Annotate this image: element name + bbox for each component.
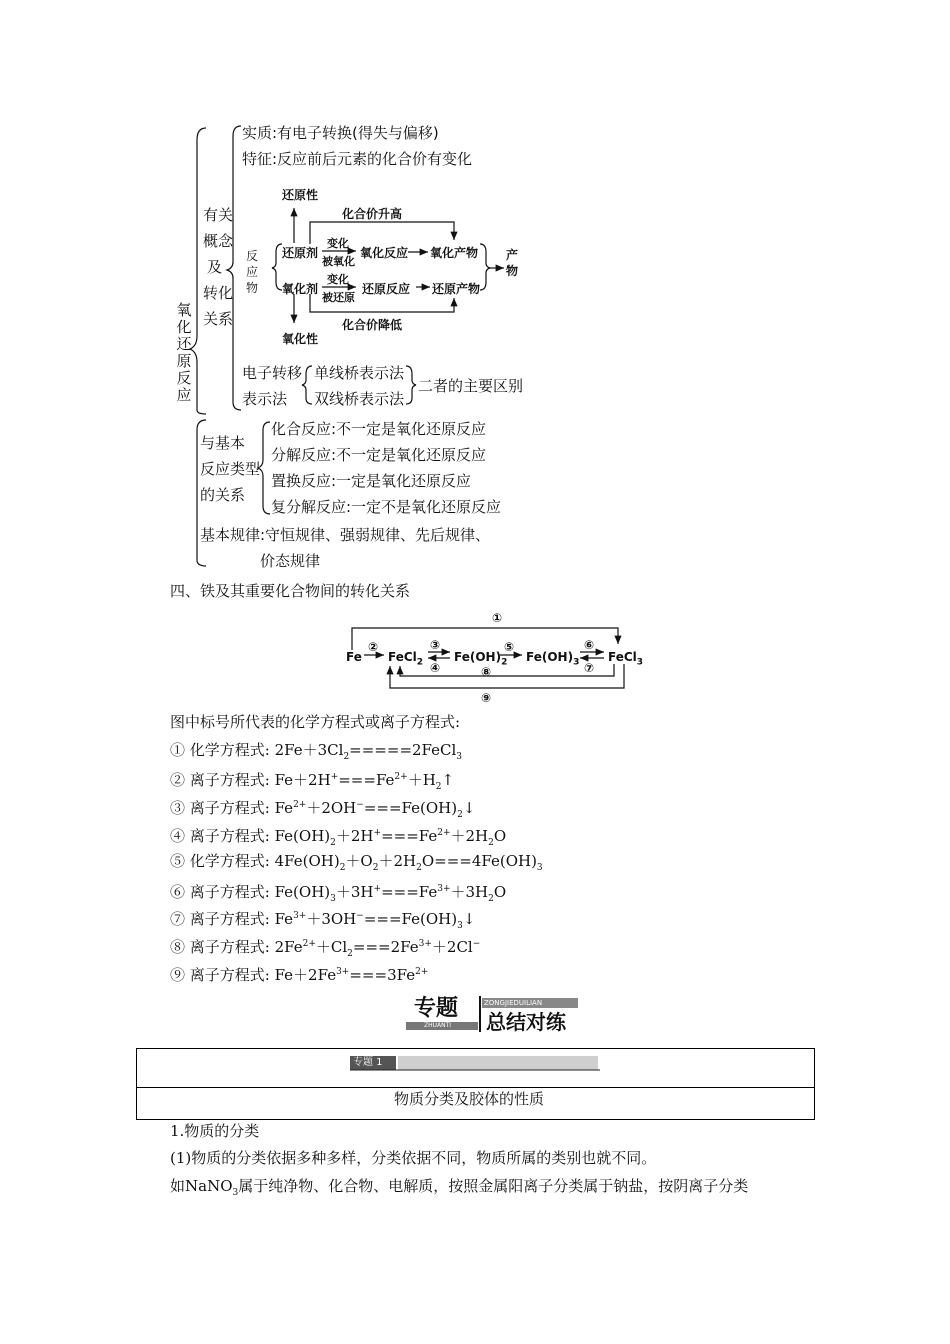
et-label-1: 电子转移 [242, 364, 303, 382]
topic-box [136, 1048, 815, 1120]
reduction-product-label: 还原产物 [432, 282, 481, 296]
banner-pinyin-top: ZONGJIEDUILIAN [484, 999, 543, 1007]
rules-text-2: 价态规律 [260, 552, 321, 570]
basic-label-3: 的关系 [200, 486, 246, 504]
banner-summary: 总结对练 [486, 1010, 566, 1034]
et-label-2: 表示法 [242, 390, 288, 408]
decomposition-text: 分解反应:不一定是氧化还原反应 [271, 446, 487, 464]
eq9-label: ⑨ 离子方程式: [170, 966, 270, 984]
fecl3-text: FeCl [608, 650, 637, 664]
fecl2-text: FeCl [388, 650, 417, 664]
fe-num-9: ⑨ [481, 691, 492, 705]
rules-text-1: 基本规律:守恒规律、强弱规律、先后规律、 [200, 526, 491, 544]
fecl3-sub: 3 [636, 657, 644, 668]
products-2: 物 [506, 264, 519, 278]
double-decomposition-text: 复分解反应:一定不是氧化还原反应 [271, 498, 502, 516]
concept-label-1: 有关 [203, 206, 234, 224]
fe-num-5: ⑤ [504, 640, 515, 654]
et-brace-left [302, 366, 312, 404]
fe-num-8: ⑧ [481, 665, 492, 679]
fe-label: Fe [346, 650, 362, 664]
et-brace-right [406, 366, 416, 404]
banner-zhuanti: 专题 [414, 996, 459, 1021]
equation-5: ⑤ 化学方程式: $4Fe(OH)_2+O_2+2H_2O===4Fe(OH)_3$ [170, 852, 543, 873]
concept-label-2: 概念 [203, 232, 234, 250]
body-para-2a: 如NaNO [170, 1177, 233, 1195]
change1-label: 变化 [327, 237, 349, 250]
fecl2-label [388, 648, 423, 671]
topic-title: 物质分类及胶体的性质 [394, 1090, 545, 1108]
single-bridge-text: 单线桥表示法 [314, 364, 405, 382]
oxidation-reaction-label: 氧化反应 [360, 246, 409, 260]
eq5-label: ⑤ 化学方程式: [170, 852, 270, 870]
equation-7: ⑦ 离子方程式: $Fe^{3+}+3OH^-===Fe(OH)_3↓$ [170, 910, 476, 931]
products-1: 产 [506, 248, 519, 262]
feoh3-label [526, 648, 579, 671]
basic-label-2: 反应类型 [200, 460, 261, 478]
eq4-label: ④ 离子方程式: [170, 827, 270, 845]
concept-label-5: 关系 [203, 310, 234, 328]
concept-label-3: 及 [207, 258, 223, 276]
fe-num-2: ② [368, 640, 379, 654]
fe-num-4: ④ [430, 661, 441, 675]
tree-root-text: 氧化还原反应 [176, 301, 192, 404]
difference-text: 二者的主要区别 [418, 377, 524, 395]
equation-6: ⑥ 离子方程式: $Fe(OH)_3+3H^+===Fe^{3+}+3H_2O$ [170, 883, 507, 904]
feoh2-sub: 2 [501, 657, 508, 668]
displacement-text: 置换反应:一定是氧化还原反应 [271, 472, 472, 490]
fecl2-sub: 2 [416, 657, 424, 668]
body-heading: 1.物质的分类 [170, 1122, 260, 1140]
eq8-label: ⑧ 离子方程式: [170, 938, 270, 956]
equation-4: ④ 离子方程式: $Fe(OH)_2+2H^+===Fe^{2+}+2H_2O$ [170, 827, 507, 848]
reduced-label: 被还原 [322, 291, 355, 304]
feoh2-text: Fe(OH) [454, 650, 502, 664]
equation-2: ② 离子方程式: $Fe+2H^+===Fe^{2+}+H_2↑$ [170, 771, 455, 792]
basic-label-1: 与基本 [200, 434, 246, 452]
eq6-label: ⑥ 离子方程式: [170, 883, 270, 901]
equation-3: ③ 离子方程式: $Fe^{2+}+2OH^-===Fe(OH)_2↓$ [170, 799, 476, 820]
oxidizer-label: 氧化剂 [282, 282, 319, 296]
section4-title: 四、铁及其重要化合物间的转化关系 [170, 582, 411, 600]
banner-pinyin-bottom: ZHUANTI [424, 1022, 452, 1029]
concept-brace [227, 126, 241, 410]
eq2-label: ② 离子方程式: [170, 771, 270, 789]
topic-box-divider [137, 1087, 814, 1088]
reducer-label: 还原剂 [282, 246, 319, 260]
reactant-brace [272, 244, 282, 290]
change2-label: 变化 [327, 273, 349, 286]
fe-num-6: ⑥ [584, 638, 595, 652]
fe-num-3: ③ [430, 638, 441, 652]
essence-text: 实质:有电子转换(得失与偏移) [242, 124, 439, 142]
body-para-2-sub: 3 [232, 1188, 239, 1198]
concept-label-4: 转化 [203, 284, 234, 302]
tree-root [176, 302, 194, 404]
reactants-3: 物 [246, 281, 259, 295]
fe-num-1: ① [492, 611, 503, 625]
fecl3-label [608, 648, 643, 671]
product-brace [480, 244, 490, 290]
feoh3-text: Fe(OH) [526, 650, 574, 664]
oxidation-product-label: 氧化产物 [430, 246, 479, 260]
eq7-label: ⑦ 离子方程式: [170, 910, 270, 928]
reactants-2: 应 [246, 265, 259, 279]
body-para-2b: 属于纯净物、化合物、电解质，按照金属阳离子分类属于钠盐，按阴离子分类 [238, 1177, 749, 1195]
valence-down-label: 化合价降低 [342, 318, 403, 332]
double-bridge-text: 双线桥表示法 [314, 390, 405, 408]
body-para-1: (1)物质的分类依据多种多样，分类依据不同，物质所属的类别也就不同。 [170, 1149, 657, 1167]
fe-num-7: ⑦ [584, 661, 595, 675]
reactants-1: 反 [246, 249, 259, 263]
oxidizability-label: 氧化性 [282, 332, 319, 346]
topic-tag: 专题 1 [353, 1057, 383, 1068]
equation-8: ⑧ 离子方程式: $2Fe^{2+}+Cl_2===2Fe^{3+}+2Cl^-$ [170, 938, 481, 959]
combination-text: 化合反应:不一定是氧化还原反应 [271, 420, 487, 438]
feoh3-sub: 3 [573, 657, 580, 668]
eq1-label: ① 化学方程式: [170, 741, 270, 759]
equation-9: ⑨ 离子方程式: $Fe+2Fe^{3+}===3Fe^{2+}$ [170, 966, 429, 984]
eq3-label: ③ 离子方程式: [170, 799, 270, 817]
valence-up-label: 化合价升高 [342, 207, 403, 221]
reduction-reaction-label: 还原反应 [362, 282, 411, 296]
reducibility-label: 还原性 [282, 188, 319, 202]
feature-text: 特征:反应前后元素的化合价有变化 [242, 150, 473, 168]
oxidized-label: 被氧化 [322, 255, 355, 268]
body-para-2 [170, 1177, 748, 1202]
equation-1: ① 化学方程式: $2Fe+3Cl_2=====2FeCl_3$ [170, 741, 463, 762]
eq-intro: 图中标号所代表的化学方程式或离子方程式: [170, 713, 461, 731]
